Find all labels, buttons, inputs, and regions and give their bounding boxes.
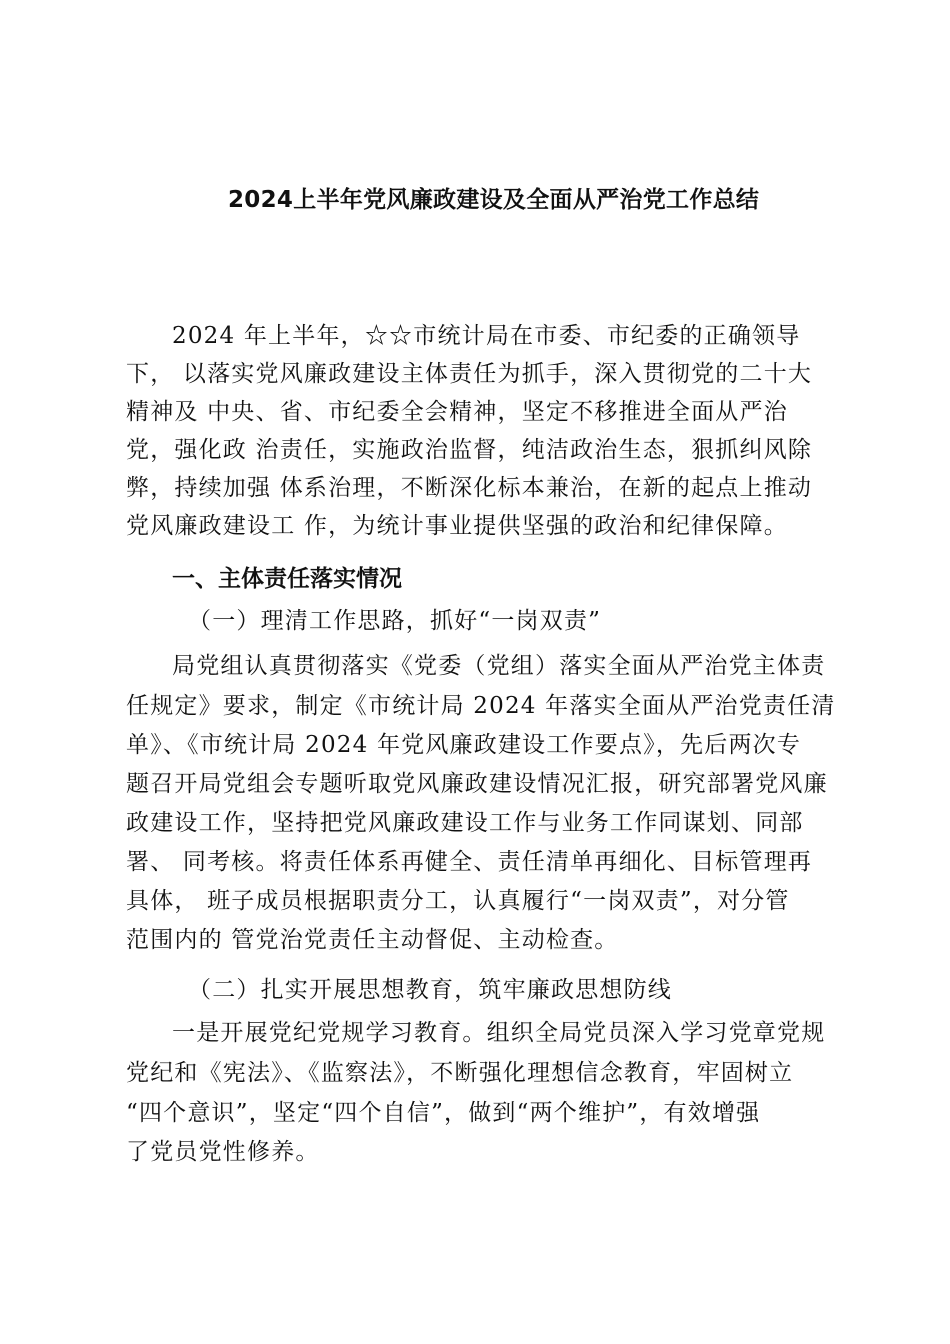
sub2-line-1: 一是开展党纪党规学习教育。组织全局党员深入学习党章党规 <box>172 1020 826 1046</box>
intro-line-4: 党，强化政 治责任，实施政治监督，纯洁政治生态，狠抓纠风除 <box>126 437 813 463</box>
sub2-line-3: “四个意识”，坚定“四个自信”，做到“两个维护”，有效增强 <box>126 1100 761 1126</box>
sub1-line-4: 题召开局党组会专题听取党风廉政建设情况汇报，研究部署党风廉 <box>126 771 828 797</box>
section-heading-1: 一、主体责任落实情况 <box>172 566 402 592</box>
sub1-line-7: 具体， 班子成员根据职责分工，认真履行“一岗双责”，对分管 <box>126 888 790 914</box>
sub1-line-2: 任规定》要求，制定《市统计局 2024 年落实全面从严治党责任清 <box>126 693 836 719</box>
intro-line-6: 党风廉政建设工 作，为统计事业提供坚强的政治和纪律保障。 <box>126 513 788 539</box>
sub1-line-3: 单》、《市统计局 2024 年党风廉政建设工作要点》，先后两次专 <box>126 732 802 758</box>
intro-line-5: 弊，持续加强 体系治理，不断深化标本兼治，在新的起点上推动 <box>126 475 813 501</box>
sub1-line-1: 局党组认真贯彻落实《党委（党组）落实全面从严治党主体责 <box>172 653 826 679</box>
sub1-line-6: 署、 同考核。将责任体系再健全、责任清单再细化、目标管理再 <box>126 849 813 875</box>
document-title: 2024上半年党风廉政建设及全面从严治党工作总结 <box>228 187 760 213</box>
subsection-heading-1: （一）理清工作思路，抓好“一岗双责” <box>188 608 602 634</box>
intro-line-3: 精神及 中央、省、市纪委全会精神，坚定不移推进全面从严治 <box>126 399 788 425</box>
subsection-heading-2: （二）扎实开展思想教育，筑牢廉政思想防线 <box>188 977 672 1003</box>
sub1-line-5: 政建设工作，坚持把党风廉政建设工作与业务工作同谋划、同部 <box>126 810 804 836</box>
sub1-line-8: 范围内的 管党治党责任主动督促、主动检查。 <box>126 927 619 953</box>
sub2-line-4: 了党员党性修养。 <box>126 1139 320 1165</box>
sub2-line-2: 党纪和《宪法》、《监察法》，不断强化理想信念教育，牢固树立 <box>126 1060 794 1086</box>
intro-line-1: 2024 年上半年，☆☆市统计局在市委、市纪委的正确领导 <box>172 323 801 349</box>
intro-line-2: 下， 以落实党风廉政建设主体责任为抓手，深入贯彻党的二十大 <box>126 361 813 387</box>
